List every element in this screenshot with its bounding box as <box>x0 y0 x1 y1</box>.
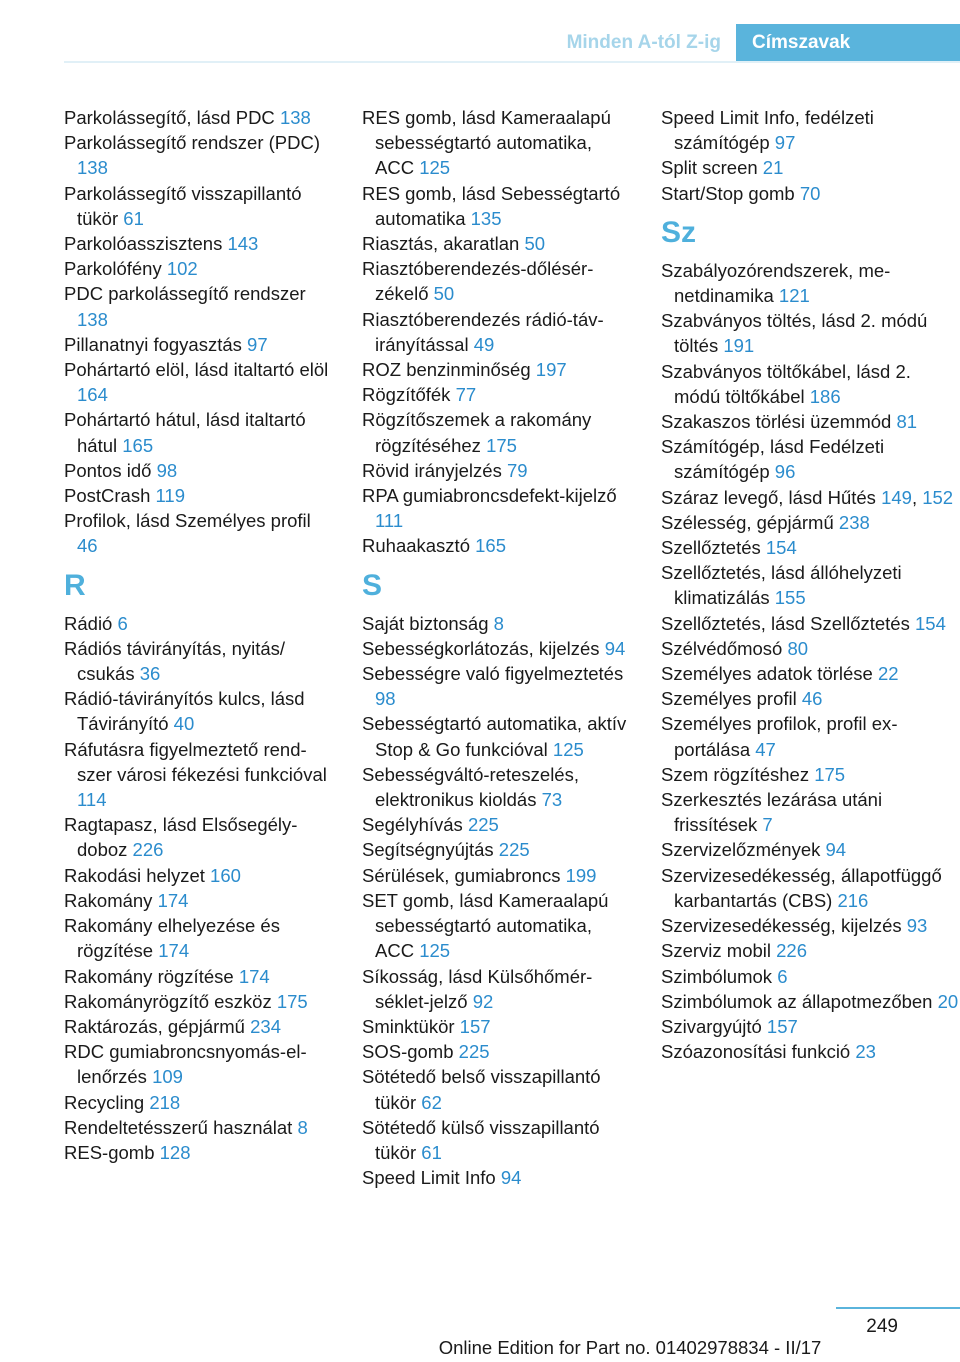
page-reference-link[interactable]: 225 <box>458 1041 490 1063</box>
page-reference-link[interactable]: 80 <box>787 637 809 659</box>
page-reference-link[interactable]: 160 <box>210 864 241 886</box>
page-reference-link[interactable]: 125 <box>419 157 451 179</box>
index-entry-term: Számítógép, lásd Fedélzeti számítógép <box>661 436 885 483</box>
page-reference-link[interactable]: 94 <box>825 839 847 861</box>
page-reference-link[interactable]: 186 <box>809 385 841 407</box>
page-reference-link[interactable]: 119 <box>155 485 186 507</box>
index-entry-term: Rakomány rögzítése <box>64 965 234 987</box>
index-entry-term: Recycling <box>64 1091 145 1113</box>
index-entry <box>661 636 959 661</box>
index-entry <box>661 105 959 155</box>
index-entry-term: Rendeltetésszerű használat <box>64 1116 293 1138</box>
index-entry <box>661 989 959 1014</box>
index-letter-heading: R <box>64 568 86 602</box>
index-entry <box>661 661 959 686</box>
index-entry <box>64 636 332 686</box>
index-entry-term: Sebességváltó-reteszelés, elektronikus kioldás <box>362 763 579 811</box>
index-entry-term: Sebességre való figyelmeztetés <box>362 663 624 685</box>
index-entry <box>64 964 332 989</box>
page-reference-link[interactable]: 125 <box>552 738 584 760</box>
index-entry <box>661 863 959 913</box>
page-reference-link[interactable]: 62 <box>421 1091 442 1113</box>
index-entry <box>362 1064 630 1114</box>
page-reference-link[interactable]: 98 <box>375 688 396 710</box>
index-entry <box>661 837 959 862</box>
index-entry <box>661 434 959 484</box>
index-entry <box>661 181 959 206</box>
page-reference-link[interactable]: 8 <box>493 612 504 634</box>
page-reference-link[interactable]: 79 <box>506 459 528 481</box>
index-entry-term: Segítségnyújtás <box>362 839 494 861</box>
index-entry-term: Rádió <box>64 612 113 634</box>
index-entry-term: Profilok, lásd Személyes profil <box>64 510 311 532</box>
index-entry <box>64 281 332 331</box>
index-entry-term: Riasztóberendezés rádió-távirányítással <box>362 308 604 355</box>
page-reference-link[interactable]: 96 <box>774 461 796 483</box>
page-reference-link[interactable]: 138 <box>77 308 108 330</box>
index-entry-term: Szervizelőzmények <box>661 839 821 861</box>
page-reference-link[interactable]: 157 <box>766 1015 798 1037</box>
index-entry <box>362 307 630 357</box>
page-reference-link[interactable]: 49 <box>473 333 495 355</box>
index-entry-term: RDC gumiabroncsnyomás-ellenőrzés <box>64 1041 307 1088</box>
page-reference-link[interactable]: 6 <box>777 965 788 987</box>
index-entry-term: Szóazonosítási funkció <box>661 1041 851 1063</box>
index-entry-term: Szabványos töltőkábel, lásd 2. módú töltőkábel <box>661 360 911 407</box>
page-reference-link[interactable]: 111 <box>375 510 404 532</box>
page-reference-link[interactable]: 77 <box>455 384 477 406</box>
header-divider <box>64 61 960 63</box>
index-entry <box>661 1014 959 1039</box>
page-reference-link[interactable]: 154 <box>765 537 797 559</box>
index-entry-term: Sérülések, gumiabroncs <box>362 864 561 886</box>
page-reference-link[interactable]: 23 <box>855 1041 876 1063</box>
index-entry: Száraz levegő, lásd Hűtés 149, 152 <box>661 486 954 508</box>
index-entry-term: SOS-gomb <box>362 1041 454 1063</box>
index-entry <box>362 1014 630 1039</box>
index-entry-term: Pohártartó elöl, lásd italtartó elöl <box>64 359 329 381</box>
page-reference-link[interactable]: 174 <box>157 889 189 911</box>
index-entry <box>64 1140 332 1165</box>
page-reference-link[interactable]: 191 <box>723 335 755 357</box>
index-entry-term: Sebességtartó automatika, aktív Stop & Go funkcióval <box>362 713 627 760</box>
index-entry-term: Szellőztetés <box>661 537 761 559</box>
index-entry-term: Pohártartó hátul, lásd italtartó hátul <box>64 409 306 456</box>
page-reference-link[interactable]: 175 <box>276 990 308 1012</box>
index-entry <box>64 105 332 130</box>
page-reference-link[interactable]: 218 <box>149 1091 181 1113</box>
index-entry-term: Parkolófény <box>64 258 162 280</box>
index-entry-term: Szimbólumok az állapotmezőben <box>661 990 933 1012</box>
index-entry <box>64 181 332 231</box>
page-reference-link[interactable]: 157 <box>459 1015 491 1037</box>
page-reference-link[interactable]: 174 <box>238 965 270 987</box>
index-entry-term: PDC parkolássegítő rendszer <box>64 283 306 305</box>
index-entry-term: Riasztóberendezés-dőlésérzékelő <box>362 258 594 305</box>
index-entry <box>661 964 959 989</box>
page-reference-link[interactable]: 36 <box>139 663 161 685</box>
page-reference-link[interactable]: 94 <box>500 1167 522 1189</box>
index-entry-term: Szakaszos törlési üzemmód <box>661 411 892 433</box>
index-entry <box>64 458 332 483</box>
index-entry <box>362 837 630 862</box>
page-reference-link[interactable]: 114 <box>77 789 107 811</box>
index-entry <box>362 611 630 636</box>
index-entry-term: RES gomb, lásd Kameraalapú sebességtartó automatika, ACC <box>362 107 611 179</box>
page-reference-link[interactable]: 238 <box>838 511 870 533</box>
index-entry-term: Szabványos töltés, lásd 2. módú töltés <box>661 310 928 357</box>
page-reference-link[interactable]: 174 <box>158 940 190 962</box>
page-reference-link[interactable]: 50 <box>433 283 455 305</box>
index-entry <box>661 535 959 560</box>
page-reference-link[interactable]: 149 <box>881 486 912 508</box>
page-reference-link[interactable]: 40 <box>173 713 195 735</box>
page-reference-link[interactable]: 154 <box>915 612 946 634</box>
page-reference-link[interactable]: 155 <box>774 587 806 609</box>
index-entry <box>362 483 630 533</box>
index-entry <box>64 357 332 407</box>
index-entry <box>661 409 959 434</box>
page-reference-link[interactable]: 138 <box>279 107 311 128</box>
page-reference-link[interactable]: 225 <box>467 814 499 836</box>
index-entry <box>362 812 630 837</box>
index-entry <box>64 231 332 256</box>
index-entry-term: Szervizesedékesség, kijelzés <box>661 915 902 937</box>
section-title: Minden A-tól Z-ig <box>566 32 721 53</box>
index-entry-term: Segélyhívás <box>362 814 463 836</box>
index-entry-term: Rövid irányjelzés <box>362 459 502 481</box>
index-entry <box>64 686 332 736</box>
index-entry <box>661 938 959 963</box>
page-reference-link[interactable]: 165 <box>122 434 154 456</box>
index-entry-term: Speed Limit Info, fedélzeti számítógép <box>661 107 874 154</box>
index-entry <box>64 913 332 963</box>
index-entry <box>64 130 332 180</box>
index-entry <box>64 1039 332 1089</box>
index-entry-term: Ruhaakasztó <box>362 535 470 557</box>
index-column-3 <box>661 105 959 1064</box>
index-entry-term: Parkolássegítő, lásd PDC <box>64 107 275 128</box>
index-entry-term: Start/Stop gomb <box>661 182 795 204</box>
index-entry <box>362 256 630 306</box>
index-entry <box>362 1165 630 1190</box>
index-column-1 <box>64 105 332 1165</box>
page-reference-link[interactable]: 46 <box>77 535 98 557</box>
index-entry <box>362 407 630 457</box>
index-entry-term: Sminktükör <box>362 1015 455 1037</box>
page-reference-link[interactable]: 225 <box>498 839 530 861</box>
index-entry <box>362 711 630 761</box>
index-entry <box>362 357 630 382</box>
index-entry-term: Síkosság, lásd Külsőhőmérséklet-jelző <box>362 965 593 1012</box>
index-entry <box>64 483 332 508</box>
chapter-tab: Címszavak <box>736 24 960 62</box>
index-letter-heading: Sz <box>661 215 697 249</box>
index-entry <box>64 1090 332 1115</box>
index-entry <box>661 611 959 636</box>
index-entry <box>362 533 630 558</box>
index-entry-term: Szivargyújtó <box>661 1015 762 1037</box>
page-reference-link[interactable]: 97 <box>247 333 268 355</box>
index-entry-term: Szellőztetés, lásd Szellőztetés <box>661 612 910 634</box>
index-entry <box>362 762 630 812</box>
index-entry-term: Sebességkorlátozás, kijelzés <box>362 637 600 659</box>
page-reference-link[interactable]: 226 <box>132 839 164 861</box>
index-entry <box>64 407 332 457</box>
page-reference-link[interactable]: 61 <box>123 207 144 229</box>
index-entry-term: Speed Limit Info <box>362 1167 496 1189</box>
index-entry <box>362 1115 630 1165</box>
index-entry-term: Szimbólumok <box>661 965 773 987</box>
page-reference-link[interactable]: 175 <box>486 434 517 456</box>
index-entry-term: ROZ benzinminőség <box>362 359 531 381</box>
index-entry-term: Raktározás, gépjármű <box>64 1015 245 1037</box>
index-entry <box>64 1014 332 1039</box>
index-entry <box>64 737 332 813</box>
index-entry-term: PostCrash <box>64 485 151 507</box>
index-entry <box>64 1115 332 1140</box>
page-reference-link[interactable]: 20 <box>937 990 959 1012</box>
index-entry-term: Pontos idő <box>64 459 152 481</box>
index-entry <box>64 508 332 558</box>
index-entry-term: Szervizesedékesség, állapotfüggő karbantartás (CBS) <box>661 864 942 911</box>
page-reference-link[interactable]: 234 <box>250 1015 281 1037</box>
index-entry <box>661 155 959 180</box>
page-reference-link[interactable]: 152 <box>922 486 954 508</box>
edition-note: Online Edition for Part no. 01402978834 - II/17 <box>438 1337 822 1358</box>
index-entry-term: Rögzítőfék <box>362 384 451 406</box>
index-entry <box>661 359 959 409</box>
index-entry <box>64 611 332 636</box>
page-reference-link[interactable]: 102 <box>166 258 198 280</box>
index-entry-term: Split screen <box>661 157 758 179</box>
index-entry <box>362 105 630 181</box>
page-reference-link[interactable]: 22 <box>877 663 899 685</box>
page-reference-link[interactable]: 135 <box>470 207 502 229</box>
index-entry-term: RES-gomb <box>64 1141 155 1163</box>
index-entry <box>362 231 630 256</box>
index-entry-term: Sötétedő belső visszapillantó tükör <box>362 1066 601 1113</box>
page-reference-link[interactable]: 97 <box>774 132 796 154</box>
index-entry <box>64 989 332 1014</box>
index-entry <box>661 258 959 308</box>
index-entry <box>661 510 959 535</box>
index-entry <box>362 458 630 483</box>
index-entry <box>362 382 630 407</box>
index-entry-term: Személyes adatok törlése <box>661 663 873 685</box>
page-reference-link[interactable]: 138 <box>77 157 108 179</box>
index-entry <box>362 964 630 1014</box>
index-entry-term: Rakomány elhelyezése és rögzítése <box>64 915 280 962</box>
page-reference-link[interactable]: 92 <box>472 990 494 1012</box>
index-entry-term: Rakomány <box>64 889 153 911</box>
page-reference-link[interactable]: 216 <box>837 889 869 911</box>
index-entry <box>661 913 959 938</box>
index-entry <box>362 888 630 964</box>
page-reference-link[interactable]: 81 <box>896 411 918 433</box>
page-reference-link[interactable]: 7 <box>762 814 773 836</box>
index-entry-term: Ráfutásra figyelmeztető rendszer városi fékezési funkcióval <box>64 738 327 785</box>
index-entry <box>661 787 959 837</box>
page-reference-link[interactable]: 143 <box>227 233 259 255</box>
index-entry <box>661 560 959 610</box>
index-entry-term: Száraz levegő, lásd Hűtés <box>661 486 876 508</box>
index-entry-term: Szellőztetés, lásd állóhelyzeti klimatizálás <box>661 562 902 609</box>
page-reference-link[interactable]: 175 <box>814 763 846 785</box>
index-entry-term: Személyes profil <box>661 688 797 710</box>
index-entry-term: Parkolóasszisztens <box>64 233 223 255</box>
page-reference-link[interactable]: 128 <box>159 1141 191 1163</box>
page-reference-link[interactable]: 46 <box>801 688 823 710</box>
page-reference-link[interactable]: 6 <box>117 612 128 634</box>
page-header <box>0 24 960 62</box>
index-entry-term: Szem rögzítéshez <box>661 763 810 785</box>
index-entry-term: Saját biztonság <box>362 612 489 634</box>
page-reference-link[interactable]: 165 <box>475 535 506 557</box>
index-entry-term: Rögzítőszemek a rakomány rögzítéséhez <box>362 409 592 456</box>
index-entry <box>64 888 332 913</box>
index-entry <box>661 711 959 761</box>
index-entry-term: Pillanatnyi fogyasztás <box>64 333 242 355</box>
footer-divider <box>836 1307 960 1309</box>
index-entry-term: Rádió-távirányítós kulcs, lásd Távirányító <box>64 688 305 735</box>
page-reference-link[interactable]: 94 <box>604 637 626 659</box>
page-reference-link[interactable]: 197 <box>535 359 567 381</box>
index-entry <box>64 332 332 357</box>
page-reference-link[interactable]: 21 <box>762 157 784 179</box>
page-reference-link[interactable]: 70 <box>799 182 821 204</box>
index-entry <box>362 181 630 231</box>
index-letter-heading: S <box>362 568 383 602</box>
index-entry <box>362 1039 630 1064</box>
index-entry-term: RPA gumiabroncsdefekt-kijelző <box>362 485 617 507</box>
page-reference-link[interactable]: 125 <box>419 940 451 962</box>
page-reference-link[interactable]: 47 <box>755 738 776 760</box>
index-entry-term: Sötétedő külső visszapillantó tükör <box>362 1116 600 1163</box>
page-reference-link[interactable]: 199 <box>565 864 597 886</box>
index-entry <box>64 812 332 862</box>
page-reference-link[interactable]: 164 <box>77 384 108 406</box>
index-column-2 <box>362 105 630 1190</box>
index-entry <box>64 863 332 888</box>
index-entry-term: Rakodási helyzet <box>64 864 205 886</box>
index-entry <box>64 256 332 281</box>
index-entry <box>362 661 630 711</box>
page-reference-link[interactable]: 93 <box>906 915 928 937</box>
index-entry-term: Riasztás, akaratlan <box>362 233 520 255</box>
index-entry-term: RES gomb, lásd Sebességtartó automatika <box>362 182 621 229</box>
index-entry-term: Parkolássegítő visszapillantó tükör <box>64 182 302 229</box>
index-entry-term: Személyes profilok, profil exportálása <box>661 713 898 760</box>
index-entry-term: Szerviz mobil <box>661 940 771 962</box>
index-entry-term: SET gomb, lásd Kameraalapú sebességtartó automatika, ACC <box>362 889 609 962</box>
page-reference-link[interactable]: 8 <box>297 1116 308 1138</box>
page-number: 249 <box>866 1316 898 1337</box>
page-reference-link[interactable]: 61 <box>421 1141 442 1163</box>
index-entry-term: Parkolássegítő rendszer (PDC) <box>64 132 321 154</box>
index-entry <box>362 636 630 661</box>
page-reference-link[interactable]: 98 <box>156 459 178 481</box>
page-reference-link[interactable]: 73 <box>541 789 563 811</box>
index-entry <box>362 863 630 888</box>
index-entry <box>661 686 959 711</box>
page-reference-link[interactable]: 226 <box>776 940 808 962</box>
index-entry <box>661 1039 959 1064</box>
index-entry <box>661 762 959 787</box>
index-entry-term: Ragtapasz, lásd Elsősegélydoboz <box>64 814 298 861</box>
page-reference-link[interactable]: 121 <box>778 285 810 307</box>
index-entry-term: Szabályozórendszerek, menetdinamika <box>661 259 891 307</box>
index-entry-term: Rakományrögzítő eszköz <box>64 990 272 1012</box>
index-entry-term: Szélvédőmosó <box>661 637 783 659</box>
index-entry-term: Szerkesztés lezárása utáni frissítések <box>661 789 883 836</box>
page-reference-link[interactable]: 109 <box>152 1066 183 1088</box>
index-entry-term: Szélesség, gépjármű <box>661 511 834 533</box>
index-entry-term: Rádiós távirányítás, nyitás/ csukás <box>64 637 286 685</box>
index-entry <box>661 308 959 358</box>
page-reference-link[interactable]: 50 <box>524 233 546 255</box>
